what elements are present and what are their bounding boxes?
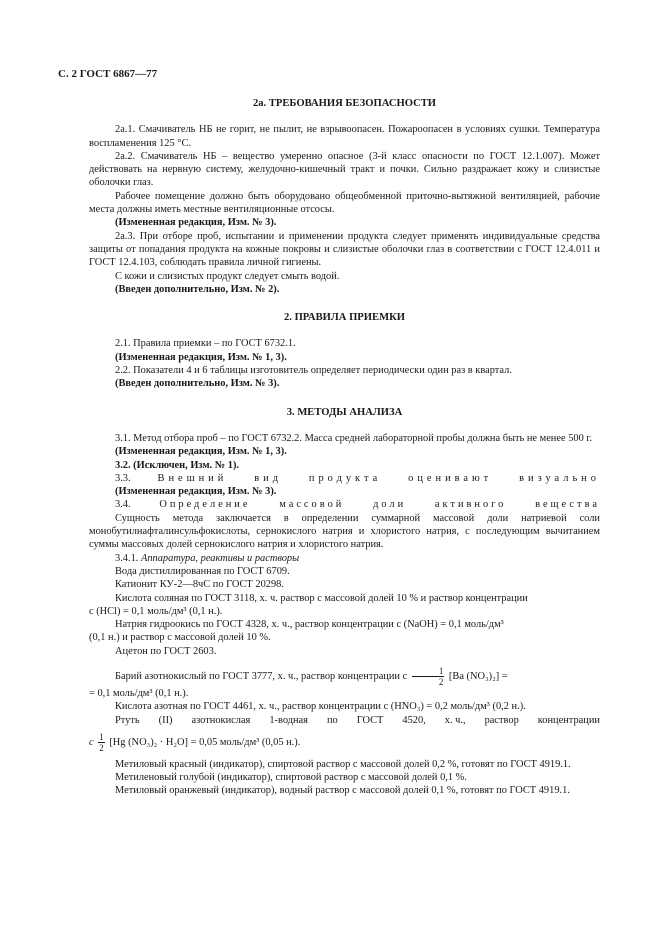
reagent-item: Катионит КУ-2—8чС по ГОСТ 20298. <box>115 579 284 591</box>
chemical-formula: [Ba (NO₃)₂] = <box>448 670 508 682</box>
variable: c <box>89 736 94 748</box>
paragraph: Рабочее помещение должно быть оборудовано общеобменной приточно-вытяжной вентиляцией, рабочие места должны иметь местные вентиляционные отсосы. <box>89 190 600 216</box>
spaced-word: оценивают <box>408 472 493 484</box>
paragraph: 2а.2. Смачиватель НБ – вещество умеренно опасное (3-й класс опасности по ГОСТ 12.1.007). Может действовать на нервную систему, желудочно-кишечный тракт и почки. Сильно раздражает кожу и слизистые оболочки глаз. <box>89 150 600 189</box>
word: Ртуть <box>115 714 140 726</box>
paragraph-excluded: 3.2. (Исключен, Изм. № 1). <box>115 459 240 471</box>
word: азотнокислая <box>191 714 251 726</box>
word: концентрации <box>537 714 600 726</box>
reagent-text: Барий азотнокислый по ГОСТ 3777, х. ч., раствор концентрации c <box>115 670 408 682</box>
spaced-word: Внешний <box>157 472 228 484</box>
word: (II) <box>158 714 173 726</box>
spaced-word: вещества <box>535 499 600 511</box>
section-2-title: 2. ПРАВИЛА ПРИЕМКИ <box>283 312 406 324</box>
reagent-item-cont: c (HCl) = 0,1 моль/дм³ (0,1 н.). <box>89 605 223 617</box>
spaced-word: визуально <box>519 472 600 484</box>
paragraph: 3.1. Метод отбора проб – по ГОСТ 6732.2. Масса средней лабораторной пробы должна быть не менее 500 г. <box>115 432 593 444</box>
reagent-item-barium <box>89 666 600 687</box>
word: х. ч., <box>444 714 466 726</box>
subsection-title: Аппаратура, реактивы и растворы <box>141 552 300 564</box>
reagent-item-cont: = 0,1 моль/дм³ (0,1 н.). <box>89 687 189 699</box>
paragraph-3-3 <box>89 472 600 485</box>
fraction <box>412 666 445 687</box>
chemical-formula: [Hg (NO₃)₂ · H₂O] = 0,05 моль/дм³ (0,05 н.). <box>109 736 301 748</box>
spaced-line <box>115 714 600 727</box>
paragraph: Сущность метода заключается в определении суммарной массовой доли натриевой соли монобутилнафталинсульфокислоты, сернокислого натрия и хлористого натрия, с последующим вычитанием суммы массовых долей сернокислого натрия и хлористого натрия. <box>89 512 600 551</box>
amendment-note: (Введен дополнительно, Изм. № 3). <box>115 378 280 390</box>
fraction-denominator: 2 <box>99 742 104 753</box>
clause-number: 3.3. <box>115 472 131 484</box>
clause-number: 3.4. <box>115 499 131 511</box>
word: раствор <box>484 714 519 726</box>
paragraph: 2.2. Показатели 4 и 6 таблицы изготовитель определяет периодически один раз в квартал. <box>115 365 512 377</box>
reagent-item: Метиловый оранжевый (индикатор), водный раствор с массовой долей 0,1 %, готовят по ГОСТ 4919.1. <box>115 785 570 797</box>
word: ГОСТ <box>356 714 384 726</box>
amendment-note: (Измененная редакция, Изм. № 1, 3). <box>115 446 287 458</box>
spaced-word: продукта <box>308 472 382 484</box>
spaced-word: активного <box>434 499 507 511</box>
section-2a-title: 2а. ТРЕБОВАНИЯ БЕЗОПАСНОСТИ <box>252 98 437 109</box>
page-header: С. 2 ГОСТ 6867—77 <box>58 68 158 80</box>
reagent-item: Натрия гидроокись по ГОСТ 4328, х. ч., раствор концентрации c (NaOH) = 0,1 моль/дм³ <box>115 619 504 631</box>
amendment-note: (Введен дополнительно, Изм. № 2). <box>115 283 280 295</box>
paragraph: С кожи и слизистых продукт следует смыть водой. <box>115 270 340 282</box>
reagent-item-mercury <box>89 714 600 727</box>
spaced-line <box>115 498 600 511</box>
paragraph: 2а.3. При отборе проб, испытании и применении продукта следует применять индивидуальные средства защиты от попадания продукта на кожные покровы и слизистые оболочки глаз в соответствии с ГОСТ 12.4.011 и ГОСТ 12.4.103, соблюдать правила личной гигиены. <box>89 230 600 269</box>
page-content <box>89 97 600 798</box>
reagent-item-cont <box>89 732 600 753</box>
word: 4520, <box>402 714 426 726</box>
spaced-line <box>115 472 600 485</box>
fraction-numerator: 1 <box>99 731 104 742</box>
word: по <box>326 714 338 726</box>
reagent-item: Метиловый красный (индикатор), спиртовой раствор с массовой долей 0,2 %, готовят по ГОСТ 4919.1. <box>115 758 571 770</box>
reagent-item: Ацетон по ГОСТ 2603. <box>115 645 217 657</box>
reagent-item-cont: (0,1 н.) и раствор с массовой долей 10 %. <box>89 632 271 644</box>
paragraph-3-4 <box>89 498 600 511</box>
reagent-item: Кислота соляная по ГОСТ 3118, х. ч. раствор с массовой долей 10 % и раствор концентрации <box>115 592 528 604</box>
spaced-word: Определение <box>159 499 251 511</box>
fraction-denominator: 2 <box>438 676 444 687</box>
fraction <box>98 732 105 753</box>
section-3-title: 3. МЕТОДЫ АНАЛИЗА <box>286 406 403 418</box>
clause-number: 3.4.1. <box>115 552 139 564</box>
fraction-numerator: 1 <box>412 666 445 677</box>
reagent-item: Вода дистиллированная по ГОСТ 6709. <box>115 565 290 577</box>
amendment-note: (Измененная редакция, Изм. № 3). <box>115 486 277 498</box>
reagent-item: Кислота азотная по ГОСТ 4461, х. ч., раствор концентрации c (HNO₃) = 0,2 моль/дм³ (0,2 н.). <box>115 701 526 713</box>
amendment-note: (Измененная редакция, Изм. № 1, 3). <box>115 351 287 363</box>
reagent-item: Метиленовый голубой (индикатор), спиртовой раствор с массовой долей 0,1 %. <box>115 772 467 784</box>
spaced-word: доли <box>373 499 407 511</box>
paragraph: 2.1. Правила приемки – по ГОСТ 6732.1. <box>115 338 296 350</box>
spaced-word: вид <box>254 472 282 484</box>
paragraph: 2а.1. Смачиватель НБ не горит, не пылит, не взрывоопасен. Пожароопасен в условиях сушки. Температура воспламенения 125 °С. <box>89 124 600 149</box>
subsection-3-4-1 <box>89 552 600 565</box>
spaced-word: массовой <box>279 499 345 511</box>
word: 1-водная <box>269 714 308 726</box>
amendment-note: (Измененная редакция, Изм. № 3). <box>115 217 277 229</box>
